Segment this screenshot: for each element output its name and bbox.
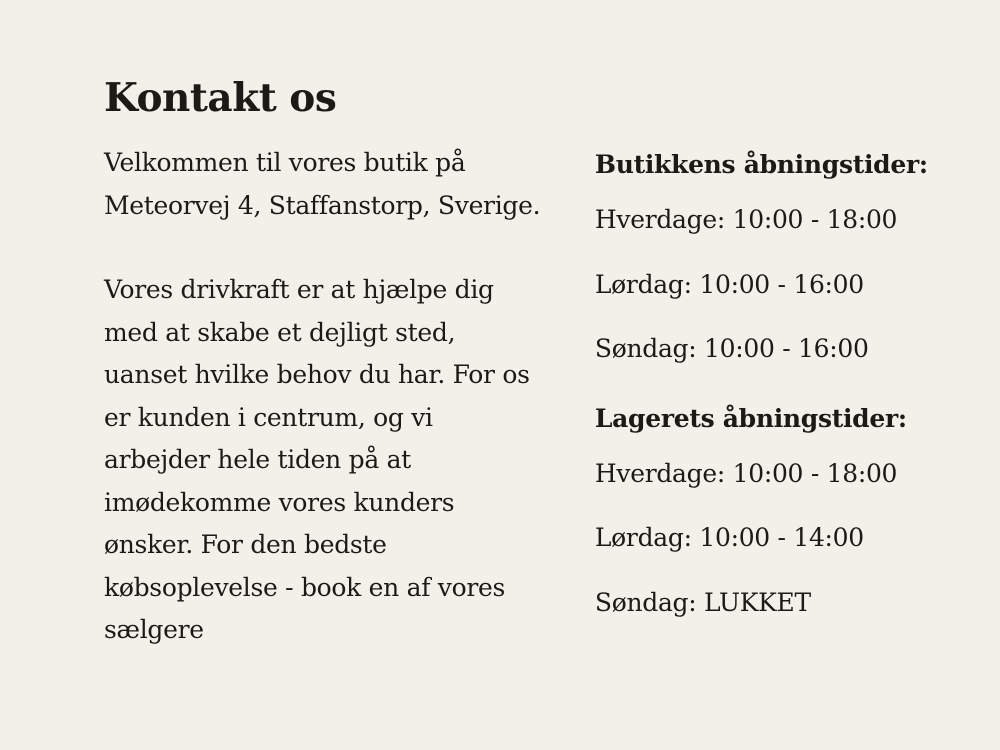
store-hours-title: Butikkens åbningstider: xyxy=(594,150,928,179)
store-hours-list xyxy=(595,188,934,382)
intro-section xyxy=(104,142,543,652)
contact-page xyxy=(104,70,934,652)
intro-paragraph-mission: Vores drivkraft er at hjælpe dig med at skabe et dejligt sted, uanset hvilke behov du har. For os er kunden i centrum, og vi arbejder hele tiden på at imødekomme vores kunders ønsker. For den bedste købsoplevelse - book en af vores sælgere xyxy=(104,275,530,644)
store-hours-sunday: Søndag: 10:00 - 16:00 xyxy=(594,334,869,363)
warehouse-hours-title: Lagerets åbningstider: xyxy=(594,403,907,433)
store-hours-saturday: Lørdag: 10:00 - 16:00 xyxy=(594,269,864,299)
opening-hours xyxy=(595,142,934,652)
store-hours-group xyxy=(595,142,934,382)
store-hours-weekdays: Hverdage: 10:00 - 18:00 xyxy=(594,205,898,234)
warehouse-hours-sunday: Søndag: LUKKET xyxy=(594,587,811,617)
warehouse-hours-list xyxy=(595,442,934,636)
warehouse-hours-weekdays: Hverdage: 10:00 - 18:00 xyxy=(594,458,898,488)
warehouse-hours-group xyxy=(595,396,934,636)
page-title: Kontakt os xyxy=(104,75,337,121)
content-columns xyxy=(104,142,934,652)
warehouse-hours-saturday: Lørdag: 10:00 - 14:00 xyxy=(594,523,864,552)
intro-paragraph-address: Velkommen til vores butik på Meteorvej 4, Staffanstorp, Sverige. xyxy=(104,148,541,220)
